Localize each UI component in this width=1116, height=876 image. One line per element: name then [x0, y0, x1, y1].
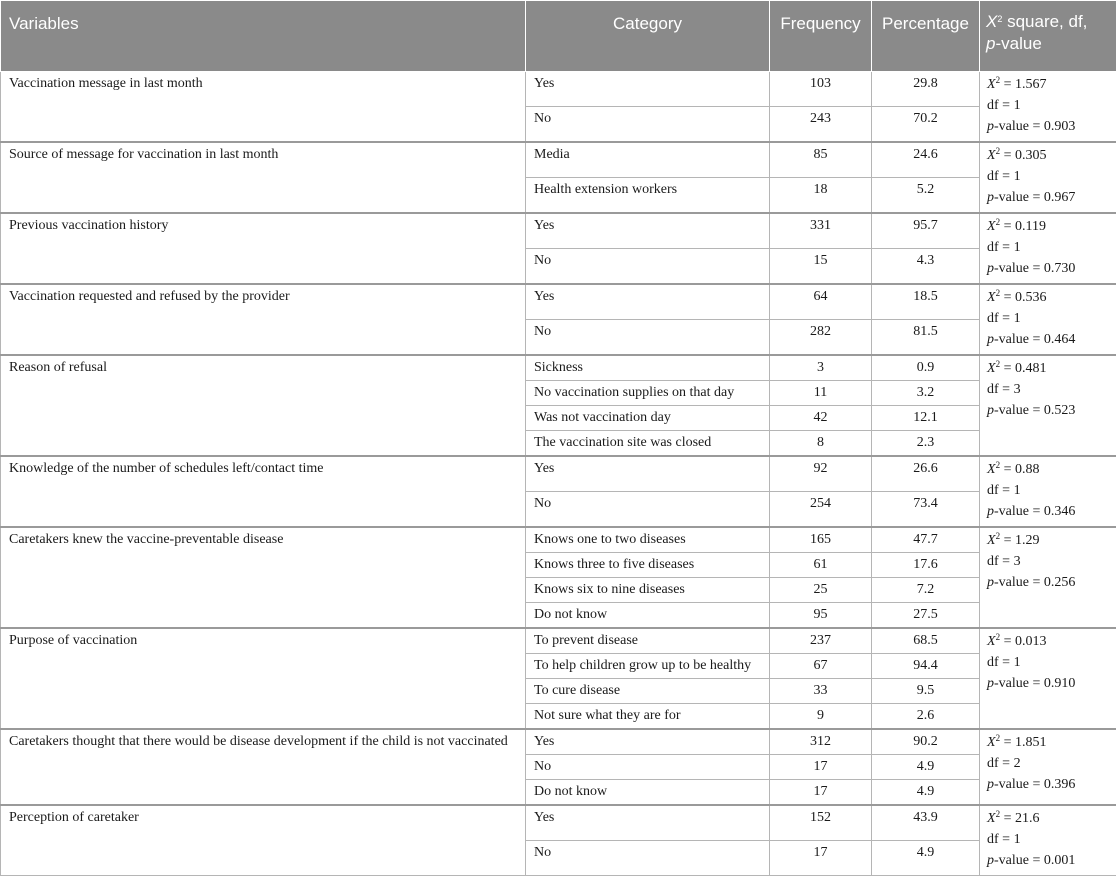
chi-sup: 2 [996, 460, 1001, 470]
variable-cell: Source of message for vaccination in last month [1, 142, 526, 213]
chi-square-line [987, 732, 1108, 753]
category-cell: Not sure what they are for [526, 704, 770, 730]
variable-cell: Vaccination requested and refused by the provider [1, 284, 526, 355]
df-line [987, 551, 1108, 572]
df-line [987, 308, 1108, 329]
df-prefix: df = [987, 169, 1014, 184]
chi-value: 1.567 [1015, 77, 1047, 92]
chi-sup: 2 [996, 217, 1001, 227]
statistics-cell [980, 142, 1116, 213]
category-cell: No [526, 755, 770, 780]
chi-value: 0.013 [1015, 634, 1047, 649]
chi-sup: 2 [996, 733, 1001, 743]
frequency-cell: 331 [770, 213, 872, 249]
percentage-cell: 73.4 [872, 492, 980, 528]
percentage-cell: 18.5 [872, 284, 980, 320]
category-cell: No [526, 841, 770, 876]
category-cell: Yes [526, 456, 770, 492]
chi-square-line [987, 74, 1108, 95]
p-symbol: p [987, 403, 994, 418]
p-symbol: p [987, 777, 994, 792]
frequency-cell: 64 [770, 284, 872, 320]
chi-symbol: X [987, 148, 996, 163]
p-symbol: p [987, 332, 994, 347]
frequency-cell: 8 [770, 431, 872, 457]
p-value: 0.523 [1044, 403, 1076, 418]
df-value: 1 [1014, 169, 1021, 184]
statistics-cell [980, 72, 1116, 143]
p-value-line [987, 501, 1108, 522]
frequency-cell: 11 [770, 381, 872, 406]
percentage-cell: 90.2 [872, 729, 980, 755]
category-cell: Yes [526, 729, 770, 755]
category-cell: Knows three to five diseases [526, 553, 770, 578]
chi-sup: 2 [996, 359, 1001, 369]
chi-value: 0.536 [1015, 290, 1047, 305]
frequency-cell: 254 [770, 492, 872, 528]
percentage-cell: 2.6 [872, 704, 980, 730]
df-value: 1 [1014, 832, 1021, 847]
df-prefix: df = [987, 311, 1014, 326]
percentage-cell: 5.2 [872, 178, 980, 214]
df-value: 1 [1014, 311, 1021, 326]
chi-value: 21.6 [1015, 811, 1040, 826]
table-row [1, 72, 1116, 107]
percentage-cell: 95.7 [872, 213, 980, 249]
p-suffix: -value = [994, 190, 1044, 205]
p-value: 0.396 [1044, 777, 1076, 792]
p-value-line [987, 774, 1108, 795]
df-line [987, 379, 1108, 400]
chi-eq: = [1000, 735, 1015, 750]
header-row [1, 1, 1116, 72]
chi-symbol: X [987, 462, 996, 477]
p-value: 0.967 [1044, 190, 1076, 205]
percentage-cell: 4.9 [872, 841, 980, 876]
category-cell: No [526, 492, 770, 528]
chi-eq: = [1000, 361, 1015, 376]
frequency-cell: 85 [770, 142, 872, 178]
frequency-cell: 67 [770, 654, 872, 679]
p-symbol: p [987, 575, 994, 590]
df-prefix: df = [987, 554, 1014, 569]
percentage-cell: 3.2 [872, 381, 980, 406]
df-value: 3 [1014, 382, 1021, 397]
chi-value: 0.305 [1015, 148, 1047, 163]
table-body [1, 72, 1116, 876]
p-value: 0.730 [1044, 261, 1076, 276]
df-prefix: df = [987, 382, 1014, 397]
p-suffix: -value = [994, 575, 1044, 590]
p-suffix: -value = [994, 504, 1044, 519]
chi-eq: = [1000, 462, 1015, 477]
frequency-cell: 243 [770, 106, 872, 142]
percentage-cell: 94.4 [872, 654, 980, 679]
p-symbol: p [987, 119, 994, 134]
category-cell: Do not know [526, 780, 770, 806]
df-line [987, 652, 1108, 673]
p-value: 0.903 [1044, 119, 1076, 134]
chi-square-line [987, 530, 1108, 551]
frequency-cell: 103 [770, 72, 872, 107]
percentage-cell: 29.8 [872, 72, 980, 107]
percentage-cell: 68.5 [872, 628, 980, 654]
p-symbol: p [987, 190, 994, 205]
chi-sup: 2 [996, 809, 1001, 819]
frequency-cell: 25 [770, 578, 872, 603]
chi-square-line [987, 145, 1108, 166]
df-prefix: df = [987, 655, 1014, 670]
percentage-cell: 27.5 [872, 603, 980, 629]
statistics-cell [980, 213, 1116, 284]
p-suffix: -value = [994, 853, 1044, 868]
chi-value: 0.88 [1015, 462, 1040, 477]
df-value: 1 [1014, 240, 1021, 255]
df-value: 1 [1014, 483, 1021, 498]
category-cell: No vaccination supplies on that day [526, 381, 770, 406]
statistics-cell [980, 284, 1116, 355]
percentage-cell: 4.9 [872, 780, 980, 806]
chi-square-line [987, 808, 1108, 829]
header-stat-pvalue: -value [995, 34, 1041, 53]
category-cell: Yes [526, 72, 770, 107]
chi-value: 1.29 [1015, 533, 1040, 548]
frequency-cell: 95 [770, 603, 872, 629]
table-row [1, 456, 1116, 492]
chi-eq: = [1000, 290, 1015, 305]
category-cell: No [526, 249, 770, 285]
p-value: 0.910 [1044, 676, 1076, 691]
df-prefix: df = [987, 483, 1014, 498]
header-category: Category [526, 1, 770, 72]
df-prefix: df = [987, 832, 1014, 847]
category-cell: To help children grow up to be healthy [526, 654, 770, 679]
header-stat-rest: square, df, [1002, 12, 1087, 31]
p-value-line [987, 329, 1108, 350]
p-value-line [987, 116, 1108, 137]
variable-cell: Purpose of vaccination [1, 628, 526, 729]
p-suffix: -value = [994, 403, 1044, 418]
category-cell: To prevent disease [526, 628, 770, 654]
p-value: 0.346 [1044, 504, 1076, 519]
frequency-cell: 17 [770, 780, 872, 806]
percentage-cell: 43.9 [872, 805, 980, 841]
frequency-cell: 237 [770, 628, 872, 654]
table-row [1, 527, 1116, 553]
variable-cell: Knowledge of the number of schedules left/contact time [1, 456, 526, 527]
p-value-line [987, 673, 1108, 694]
df-value: 1 [1014, 98, 1021, 113]
table-header [1, 1, 1116, 72]
frequency-cell: 165 [770, 527, 872, 553]
category-cell: The vaccination site was closed [526, 431, 770, 457]
p-suffix: -value = [994, 261, 1044, 276]
frequency-cell: 92 [770, 456, 872, 492]
frequency-cell: 312 [770, 729, 872, 755]
p-symbol: p [987, 504, 994, 519]
df-line [987, 166, 1108, 187]
chi-value: 1.851 [1015, 735, 1047, 750]
chi-sup: 2 [996, 75, 1001, 85]
chi-value: 0.481 [1015, 361, 1047, 376]
table-row [1, 628, 1116, 654]
frequency-cell: 282 [770, 320, 872, 356]
table-row [1, 213, 1116, 249]
statistics-cell [980, 355, 1116, 456]
p-symbol: p [987, 853, 994, 868]
p-suffix: -value = [994, 676, 1044, 691]
frequency-cell: 15 [770, 249, 872, 285]
table-row [1, 805, 1116, 841]
statistics-cell [980, 527, 1116, 628]
variable-cell: Reason of refusal [1, 355, 526, 456]
p-value: 0.001 [1044, 853, 1076, 868]
frequency-cell: 3 [770, 355, 872, 381]
p-value-line [987, 258, 1108, 279]
statistics-cell [980, 456, 1116, 527]
frequency-cell: 17 [770, 755, 872, 780]
df-line [987, 480, 1108, 501]
frequency-cell: 9 [770, 704, 872, 730]
category-cell: Knows one to two diseases [526, 527, 770, 553]
variable-cell: Vaccination message in last month [1, 72, 526, 143]
category-cell: Media [526, 142, 770, 178]
chi-sup: 2 [996, 632, 1001, 642]
chi-value: 0.119 [1015, 219, 1046, 234]
category-cell: Was not vaccination day [526, 406, 770, 431]
p-value: 0.256 [1044, 575, 1076, 590]
statistics-cell [980, 729, 1116, 805]
chi-symbol: X [987, 219, 996, 234]
chi-symbol: X [987, 811, 996, 826]
category-cell: No [526, 106, 770, 142]
df-line [987, 95, 1108, 116]
percentage-cell: 47.7 [872, 527, 980, 553]
header-stat-p: p [986, 34, 995, 53]
chi-square-line [987, 459, 1108, 480]
category-cell: Do not know [526, 603, 770, 629]
df-prefix: df = [987, 756, 1014, 771]
percentage-cell: 7.2 [872, 578, 980, 603]
frequency-cell: 33 [770, 679, 872, 704]
category-cell: Yes [526, 213, 770, 249]
frequency-cell: 17 [770, 841, 872, 876]
header-percentage: Percentage [872, 1, 980, 72]
p-symbol: p [987, 261, 994, 276]
percentage-cell: 26.6 [872, 456, 980, 492]
header-stat-sup: 2 [997, 14, 1002, 24]
chi-symbol: X [987, 634, 996, 649]
header-frequency: Frequency [770, 1, 872, 72]
df-prefix: df = [987, 240, 1014, 255]
frequency-cell: 152 [770, 805, 872, 841]
percentage-cell: 4.3 [872, 249, 980, 285]
category-cell: Sickness [526, 355, 770, 381]
table-row [1, 729, 1116, 755]
chi-eq: = [1000, 811, 1015, 826]
chi-square-line [987, 358, 1108, 379]
category-cell: Yes [526, 805, 770, 841]
df-prefix: df = [987, 98, 1014, 113]
chi-eq: = [1000, 77, 1015, 92]
p-value: 0.464 [1044, 332, 1076, 347]
category-cell: No [526, 320, 770, 356]
chi-square-line [987, 287, 1108, 308]
header-statistics [980, 1, 1116, 72]
p-suffix: -value = [994, 332, 1044, 347]
chi-sup: 2 [996, 288, 1001, 298]
header-stat-x: X [986, 12, 997, 31]
frequency-cell: 18 [770, 178, 872, 214]
category-cell: Knows six to nine diseases [526, 578, 770, 603]
variable-cell: Previous vaccination history [1, 213, 526, 284]
chi-eq: = [1000, 634, 1015, 649]
df-value: 3 [1014, 554, 1021, 569]
percentage-cell: 0.9 [872, 355, 980, 381]
table-row [1, 142, 1116, 178]
chi-sup: 2 [996, 531, 1001, 541]
header-variables: Variables [1, 1, 526, 72]
chi-eq: = [1000, 533, 1015, 548]
chi-symbol: X [987, 290, 996, 305]
percentage-cell: 9.5 [872, 679, 980, 704]
percentage-cell: 24.6 [872, 142, 980, 178]
statistics-cell [980, 805, 1116, 876]
statistics-cell [980, 628, 1116, 729]
p-value-line [987, 187, 1108, 208]
percentage-cell: 12.1 [872, 406, 980, 431]
variable-cell: Perception of caretaker [1, 805, 526, 876]
percentage-cell: 2.3 [872, 431, 980, 457]
category-cell: Yes [526, 284, 770, 320]
frequency-cell: 42 [770, 406, 872, 431]
variable-cell: Caretakers knew the vaccine-preventable disease [1, 527, 526, 628]
table-row [1, 355, 1116, 381]
p-suffix: -value = [994, 119, 1044, 134]
percentage-cell: 70.2 [872, 106, 980, 142]
chi-square-line [987, 216, 1108, 237]
df-value: 2 [1014, 756, 1021, 771]
p-suffix: -value = [994, 777, 1044, 792]
p-value-line [987, 572, 1108, 593]
df-line [987, 753, 1108, 774]
percentage-cell: 81.5 [872, 320, 980, 356]
chi-eq: = [1000, 219, 1015, 234]
percentage-cell: 4.9 [872, 755, 980, 780]
chi-symbol: X [987, 533, 996, 548]
table-row [1, 284, 1116, 320]
variable-cell: Caretakers thought that there would be disease development if the child is not vaccinated [1, 729, 526, 805]
category-cell: Health extension workers [526, 178, 770, 214]
chi-symbol: X [987, 77, 996, 92]
percentage-cell: 17.6 [872, 553, 980, 578]
df-line [987, 829, 1108, 850]
chi-square-line [987, 631, 1108, 652]
chi-sup: 2 [996, 146, 1001, 156]
chi-symbol: X [987, 361, 996, 376]
p-symbol: p [987, 676, 994, 691]
p-value-line [987, 400, 1108, 421]
category-cell: To cure disease [526, 679, 770, 704]
df-value: 1 [1014, 655, 1021, 670]
chi-eq: = [1000, 148, 1015, 163]
frequency-cell: 61 [770, 553, 872, 578]
df-line [987, 237, 1108, 258]
chi-symbol: X [987, 735, 996, 750]
